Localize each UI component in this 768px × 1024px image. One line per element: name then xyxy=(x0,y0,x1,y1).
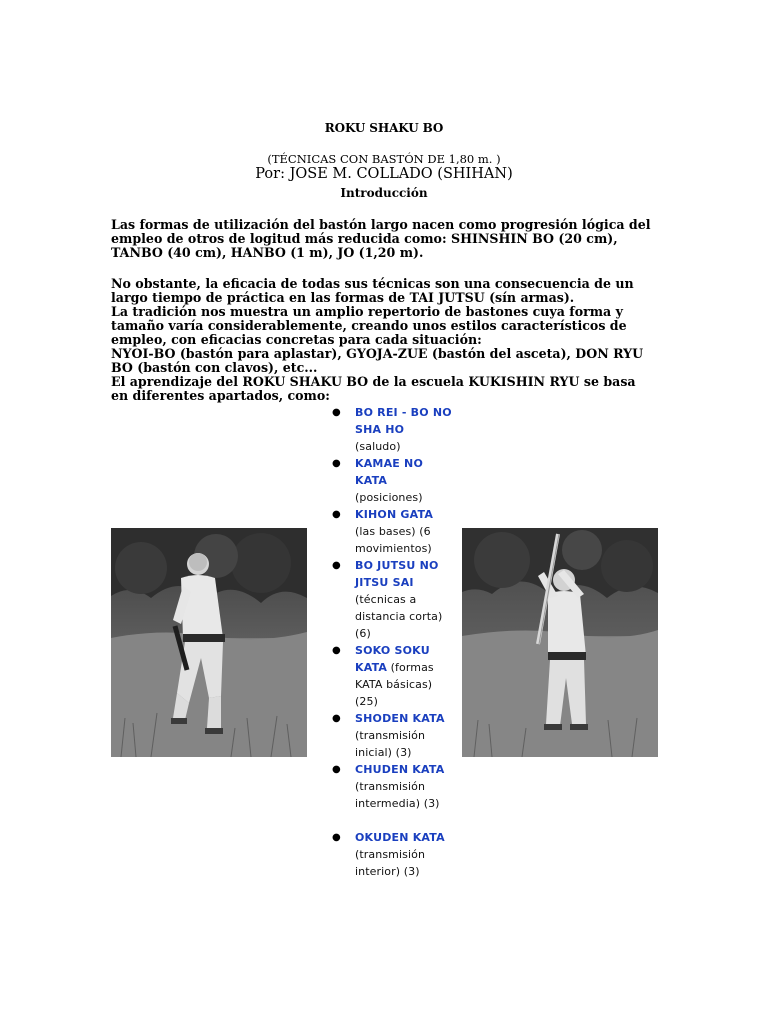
topic-name: SHODEN KATA xyxy=(355,712,445,725)
paragraph-tradition: La tradición nos muestra un amplio repertorio de bastones cuya forma y tamaño varía considerablemente, creando unos estilos característicos de empleo, con eficacias concretas para cada situación: xyxy=(111,304,627,348)
disc-bullet-icon: ● xyxy=(332,509,341,520)
paragraph-kukishin-ryu: El aprendizaje del ROKU SHAKU BO de la escuela KUKISHIN RYU se basa en diferentes apartados, como: xyxy=(111,374,636,404)
intro-heading: Introducción xyxy=(340,186,428,200)
photo-staff-raised-stance xyxy=(462,528,658,757)
photo-staff-raised-stance-image xyxy=(462,528,658,757)
topic-description: (posiciones) xyxy=(355,491,423,504)
topic-description: (formas KATA básicas) (25) xyxy=(355,661,434,708)
topic-name: BO REI - BO NO SHA HO xyxy=(355,406,452,436)
list-item xyxy=(330,829,458,880)
photo-staff-low-stance-image xyxy=(111,528,307,757)
paragraph-staff-types: NYOI-BO (bastón para aplastar), GYOJA-ZUE (bastón del asceta), DON RYU BO (bastón con clavos), etc... xyxy=(111,346,644,376)
topic-list xyxy=(330,404,458,880)
disc-bullet-icon: ● xyxy=(332,407,341,418)
topic-description: (transmisión interior) (3) xyxy=(355,848,426,878)
paragraph-weapon-progression: Las formas de utilización del bastón largo nacen como progresión lógica del empleo de otros de logitud más reducida como: SHINSHIN BO (20 cm), TANBO (40 cm), HANBO (1 m), JO (1,20 m). xyxy=(111,217,651,261)
topic-description: (transmisión intermedia) (3) xyxy=(355,780,440,810)
topic-description: (transmisión inicial) (3) xyxy=(355,729,426,759)
paragraph-tai-jutsu: No obstante, la eficacia de todas sus técnicas son una consecuencia de un largo tiempo de práctica en las formas de TAI JUTSU (sín armas). xyxy=(111,276,634,306)
list-item xyxy=(330,710,458,761)
topic-name: SOKO SOKU KATA xyxy=(355,644,430,674)
list-item xyxy=(330,761,458,812)
disc-bullet-icon: ● xyxy=(332,560,341,571)
topic-description: (saludo) xyxy=(355,440,401,453)
disc-bullet-icon: ● xyxy=(332,764,341,775)
list-item xyxy=(330,506,458,557)
disc-bullet-icon: ● xyxy=(332,713,341,724)
topic-name: KAMAE NO KATA xyxy=(355,457,423,487)
topic-name: BO JUTSU NO JITSU SAI xyxy=(355,559,439,589)
disc-bullet-icon: ● xyxy=(332,832,341,843)
document-subtitle: (TÉCNICAS CON BASTÓN DE 1,80 m. ) xyxy=(267,152,501,166)
list-item xyxy=(330,455,458,506)
topic-name: KIHON GATA xyxy=(355,508,434,521)
topic-name: CHUDEN KATA xyxy=(355,763,445,776)
topic-description: (las bases) (6 movimientos) xyxy=(355,525,432,555)
list-item xyxy=(330,557,458,642)
list-item xyxy=(330,404,458,455)
photo-staff-low-stance xyxy=(111,528,307,757)
document-author: Por: JOSE M. COLLADO (SHIHAN) xyxy=(255,166,513,182)
disc-bullet-icon: ● xyxy=(332,645,341,656)
topic-description: (técnicas a distancia corta) (6) xyxy=(355,593,443,640)
list-item xyxy=(330,642,458,710)
disc-bullet-icon: ● xyxy=(332,458,341,469)
topic-name: OKUDEN KATA xyxy=(355,831,445,844)
document-title: ROKU SHAKU BO xyxy=(324,121,444,135)
